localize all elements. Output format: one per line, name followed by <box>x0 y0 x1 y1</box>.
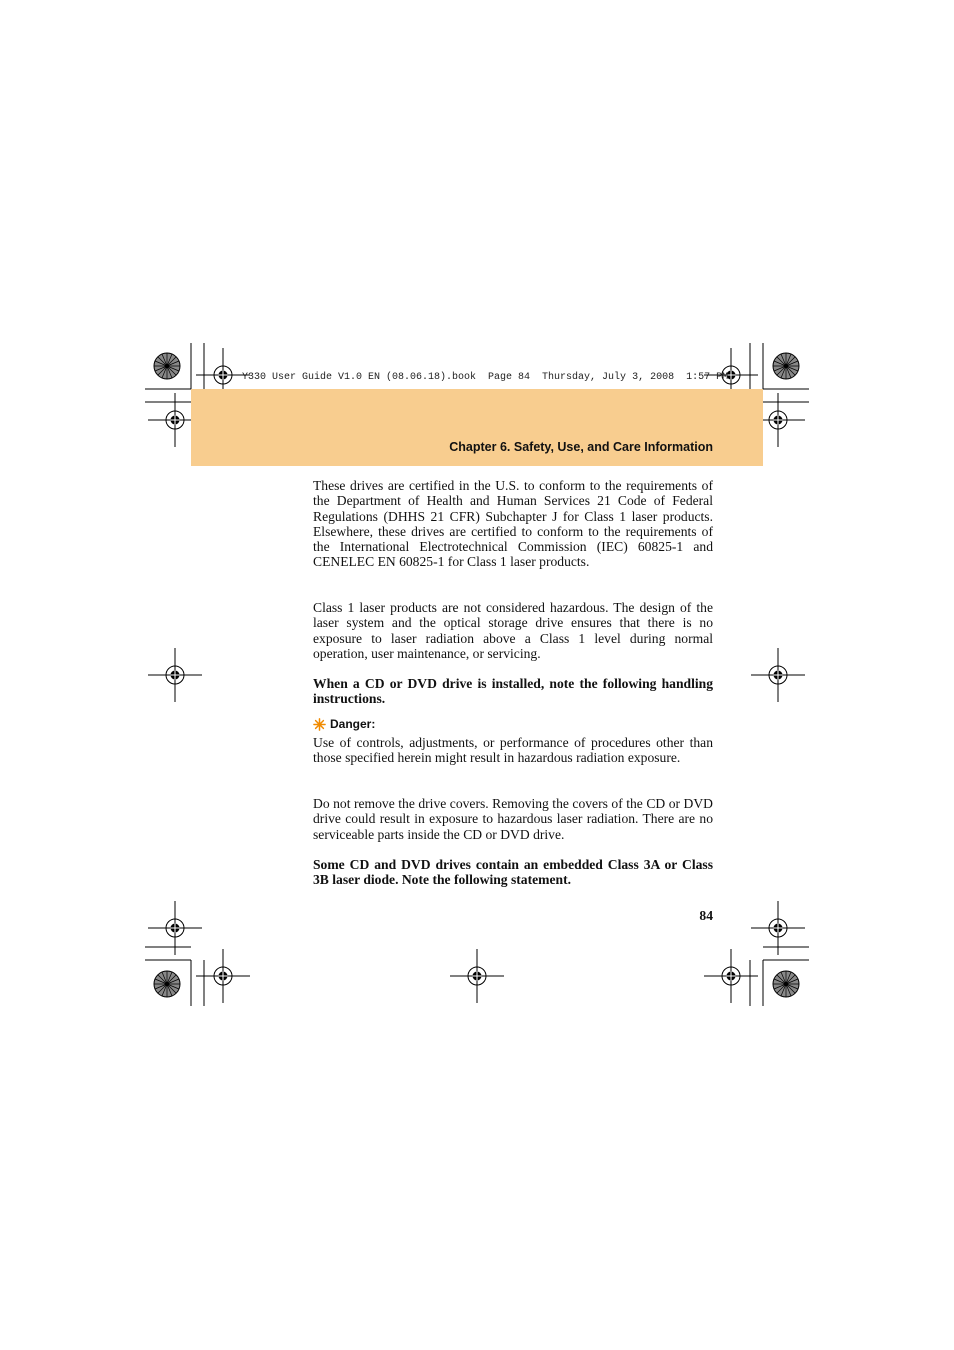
print-slug: Y330 User Guide V1.0 EN (08.06.18).book Page 84 Thursday, July 3, 2008 1:57 PM <box>242 372 729 383</box>
chapter-title: Chapter 6. Safety, Use, and Care Information <box>449 440 713 454</box>
paragraph-drive-certification: These drives are certified in the U.S. to conform to the requirements of the Department of Health and Human Services 21 Code of Federal Regulations (DHHS 21 CFR) Subchapter J for Class 1 laser products. Elsewhere, these drives are certified to conform to the requirements of the International Electrotechnical Commission (IEC) 60825-1 and CENELEC EN 60825-1 for Class 1 laser products. <box>313 478 713 570</box>
danger-notice <box>313 717 375 731</box>
danger-star-icon <box>313 718 326 731</box>
paragraph-drive-covers: Do not remove the drive covers. Removing the covers of the CD or DVD drive could result in exposure to hazardous laser radiation. There are no serviceable parts inside the CD or DVD drive. <box>313 796 713 842</box>
chapter-header-band <box>191 389 763 466</box>
danger-label: Danger: <box>330 717 376 731</box>
page-number: 84 <box>699 908 713 923</box>
paragraph-laser-diode: Some CD and DVD drives contain an embedded Class 3A or Class 3B laser diode. Note the following statement. <box>313 857 713 888</box>
paragraph-danger-procedures: Use of controls, adjustments, or performance of procedures other than those specified herein might result in hazardous radiation exposure. <box>313 735 713 766</box>
paragraph-class1-hazard: Class 1 laser products are not considered hazardous. The design of the laser system and the optical storage drive ensures that there is no exposure to laser radiation above a Class 1 level during normal operation, user maintenance, or servicing. <box>313 600 713 661</box>
paragraph-handling-note: When a CD or DVD drive is installed, note the following handling instructions. <box>313 676 713 707</box>
